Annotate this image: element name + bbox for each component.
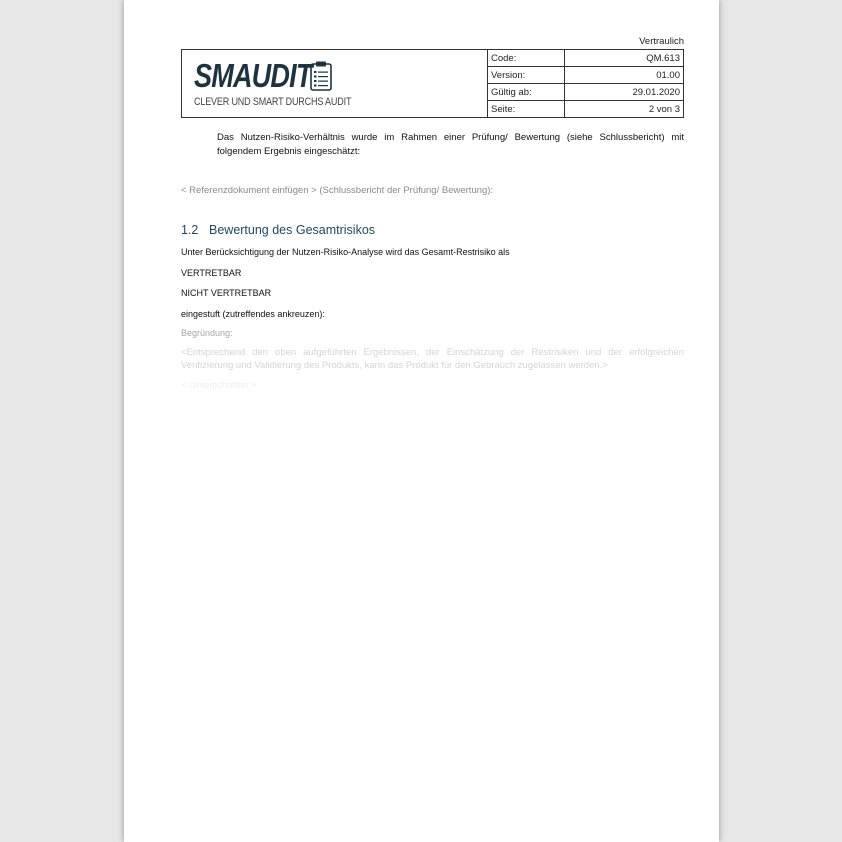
option-acceptable: VERTRETBAR — [181, 268, 242, 278]
company-logo — [182, 50, 487, 117]
logo-tagline: CLEVER UND SMART DURCHS AUDIT — [194, 96, 352, 108]
option-not-acceptable: NICHT VERTRETBAR — [181, 288, 272, 298]
document-page — [124, 0, 719, 842]
logo-wordmark: SMAUDIT — [194, 57, 312, 94]
intro-text: Unter Berücksichtigung der Nutzen-Risiko-Analyse wird das Gesamt-Restrisiko als — [181, 247, 510, 257]
header-label-code: Code: — [488, 50, 565, 67]
section-heading — [181, 223, 375, 237]
header-value-valid-from: 29.01.2020 — [565, 84, 684, 101]
header-value-code: QM.613 — [565, 50, 684, 67]
header-label-version: Version: — [488, 67, 565, 84]
header-label-valid-from: Gültig ab: — [488, 84, 565, 101]
document-header-table — [181, 49, 684, 118]
clipboard-checklist-icon — [310, 61, 332, 91]
bullet-text: Das Nutzen-Risiko-Verhältnis wurde im Rahmen einer Prüfung/ Bewertung (siehe Schlussbericht) mit folgendem Ergebnis eingeschätzt: — [217, 132, 684, 157]
reference-placeholder: < Referenzdokument einfügen > (Schlussbericht der Prüfung/ Bewertung): — [181, 185, 494, 196]
confidential-label: Vertraulich — [639, 36, 684, 47]
section-number: 1.2 — [181, 223, 199, 237]
header-value-page: 2 von 3 — [565, 101, 684, 118]
header-label-page: Seite: — [488, 101, 565, 118]
logo-cell — [182, 50, 488, 118]
reason-placeholder: <Entsprechend den oben aufgeführten Ergebnissen, der Einschätzung der Restrisiken und der erfolgreichen Verifizierung und Validierung des Produkts, kann das Produkt für den Gebrauch zugelassen werden.> — [181, 347, 684, 371]
section-title: Bewertung des Gesamtrisikos — [209, 223, 376, 237]
classification-text: eingestuft (zutreffendes ankreuzen): — [181, 309, 325, 319]
header-value-version: 01.00 — [565, 67, 684, 84]
reason-label: Begründung: — [181, 328, 233, 338]
faded-placeholder: < Unterschriften > — [181, 380, 257, 391]
